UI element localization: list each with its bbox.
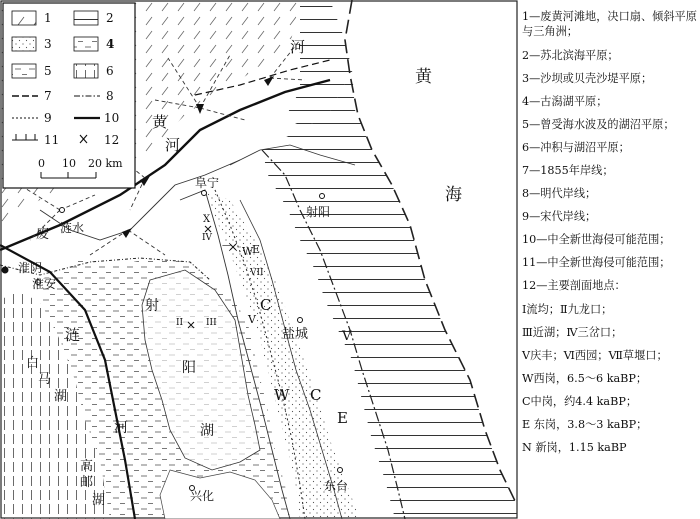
lake-baima-2: 马 (38, 372, 52, 387)
site-ii: II (176, 318, 184, 328)
sea-label-2: 海 (445, 185, 462, 205)
canal-label-he: 河 (114, 420, 128, 436)
legend-ridge-e: E 东岗，3.8～3 kaBP； (522, 418, 648, 431)
town-sheyang: 射阳 (306, 205, 331, 219)
legend-entry-8: 8—明代岸线； (522, 187, 597, 201)
legend-sites-1: Ⅰ流均；Ⅱ九龙口； (522, 302, 613, 316)
lake-gaoyou-1: 高 (80, 459, 94, 474)
legend-entry-6: 6—冲积与湖沼平原； (522, 140, 630, 154)
legend-item-7: 7 (44, 89, 52, 103)
river-label-he-a: 河 (165, 136, 181, 154)
legend-entry-12: 12—主要剖面地点： (522, 279, 626, 293)
legend-entry-2: 2—苏北滨海平原； (522, 48, 619, 62)
lake-gaoyou-3: 湖 (92, 493, 106, 508)
scale-tick-20: 20 km (88, 157, 123, 170)
ridge-v-upper: V (248, 313, 256, 326)
legend-item-10: 10 (104, 111, 120, 125)
ridge-v-lower: V (342, 329, 352, 344)
scale-tick-10: 10 (62, 157, 76, 170)
town-yancheng: 盐城 (282, 327, 309, 342)
legend-ridge-n: N 新岗，1.15 kaBP (522, 441, 627, 455)
lake-baima-1: 白 (26, 356, 40, 371)
scale-tick-0: 0 (38, 157, 45, 170)
site-iii: III (206, 318, 217, 328)
legend-entry-4: 4—古潟湖平原； (522, 94, 608, 108)
site-iv-tick: — (222, 241, 231, 251)
legend-entry-10: 10—中全新世海侵可能范围； (522, 233, 671, 247)
lake-sheyang-2: 阳 (182, 360, 196, 376)
sea-label-1: 黄 (415, 67, 432, 87)
legend-item-6: 6 (106, 64, 114, 78)
town-dongtai: 东台 (324, 479, 349, 493)
site-iv: IV (202, 233, 213, 243)
legend-item-12: 12 (104, 133, 120, 147)
legend-descriptions (522, 10, 698, 464)
legend-sites-2: Ⅲ近湖；Ⅳ三岔口； (522, 325, 623, 339)
legend-item-11: 11 (44, 133, 60, 147)
legend-entry-1: 1—废黄河滩地，决口扇、倾斜平原与三角洲； (522, 10, 697, 38)
river-label-he-b: 河 (290, 38, 306, 56)
legend-item-3: 3 (44, 37, 52, 51)
ridge-c-upper: C (260, 296, 272, 314)
legend-ridge-c: C中岗，约4.4 kaBP； (522, 394, 638, 408)
ridge-w-upper: W (242, 245, 254, 258)
label-fei: 废 (36, 227, 50, 242)
legend-item-8: 8 (106, 89, 114, 103)
legend-box (3, 3, 135, 188)
legend-item-1: 1 (44, 11, 52, 25)
legend-item-4: 4 (106, 37, 115, 51)
ridge-e-upper: E (252, 243, 261, 256)
site-vii: VII (250, 268, 264, 278)
lake-baima-3: 湖 (54, 389, 68, 404)
legend-item-9: 9 (44, 111, 52, 125)
legend-entry-9: 9—宋代岸线； (522, 210, 597, 224)
legend-entry-7: 7—1855年岸线； (522, 163, 614, 177)
river-label-huang: 黄 (152, 113, 168, 131)
legend-entry-5: 5—曾受海水波及的湖沼平原； (522, 117, 675, 131)
town-huaian: 淮安 (32, 277, 57, 291)
site-x: X (203, 214, 211, 225)
legend-item-2: 2 (106, 11, 114, 25)
town-funing: 阜宁 (195, 176, 220, 190)
legend-item-5: 5 (44, 64, 52, 78)
lake-sheyang-1: 射 (145, 298, 159, 314)
town-lianshui: 涟水 (60, 221, 85, 235)
legend-entry-3: 3—沙坝或贝壳沙堤平原； (522, 71, 653, 85)
lake-gaoyou-2: 邮 (80, 475, 94, 490)
legend-sites-3: Ⅴ庆丰；Ⅵ西园；Ⅶ草堰口； (522, 348, 668, 362)
legend-ridge-w: W西岗，6.5～6 kaBP； (522, 371, 648, 385)
town-huaiyin: 淮阴 (18, 261, 43, 275)
legend-entry-11: 11—中全新世海侵可能范围； (522, 256, 671, 270)
ridge-c-lower: C (310, 386, 322, 404)
ridge-e-lower: E (337, 409, 348, 427)
ridge-w-lower: W (274, 386, 290, 404)
canal-label-lian: 涟 (65, 326, 81, 344)
town-xinghua: 兴化 (190, 489, 215, 503)
lake-sheyang-3: 湖 (200, 423, 214, 439)
